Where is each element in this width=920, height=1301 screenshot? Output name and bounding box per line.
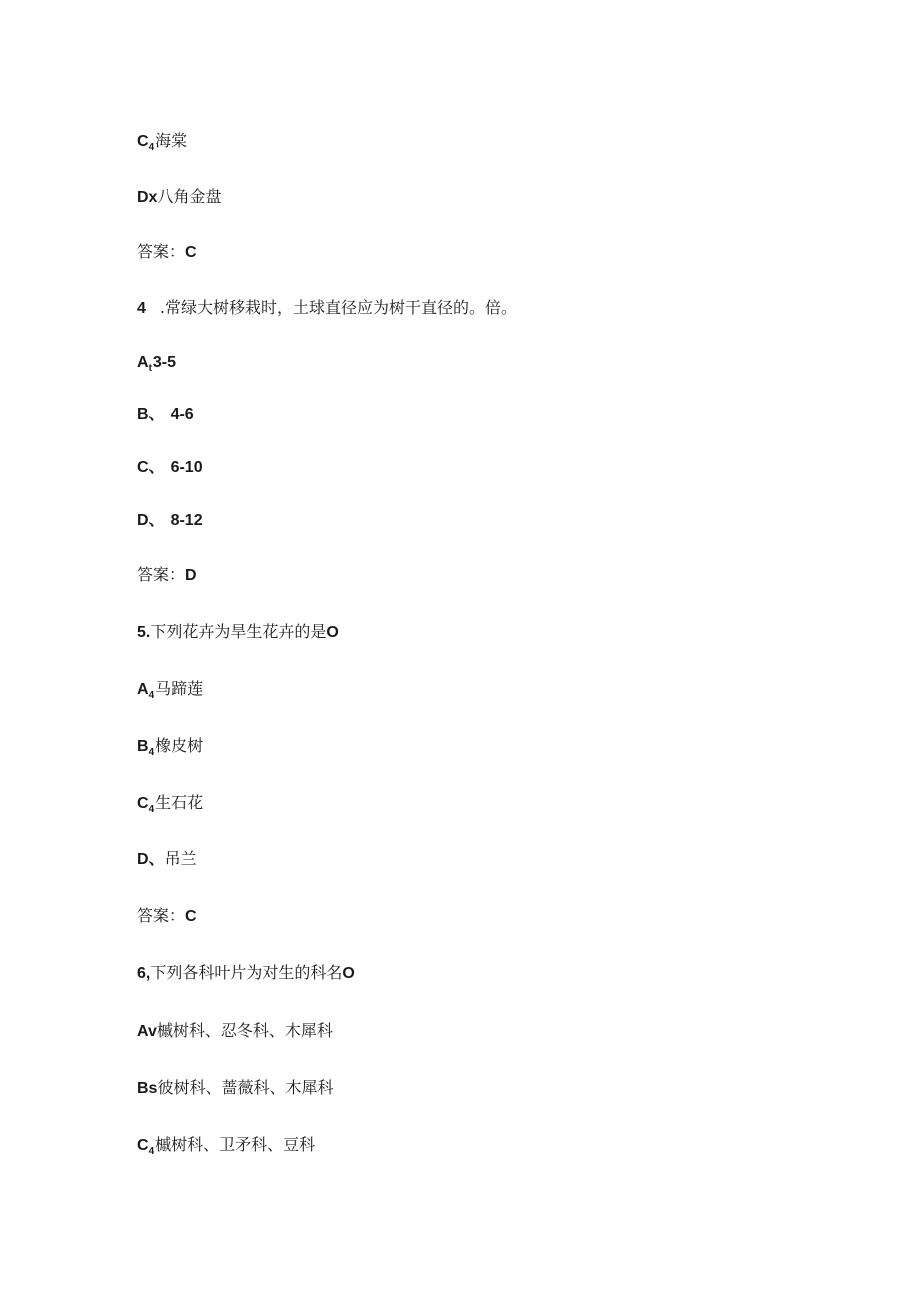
option-label-sub: 4 [148, 142, 155, 153]
answer-prefix: 答案： [137, 906, 186, 925]
option-label-sub: 4 [148, 804, 155, 815]
option-d-line [137, 510, 203, 531]
answer-line [137, 242, 197, 263]
option-c-line [137, 793, 203, 816]
option-text: 海棠 [155, 131, 188, 150]
question-number: 4 [137, 300, 146, 317]
option-label: C [137, 795, 149, 812]
option-label: A [137, 681, 149, 698]
answer-line [137, 565, 197, 586]
option-a-line [137, 352, 176, 375]
option-c-line [137, 131, 187, 154]
answer-prefix: 答案： [137, 565, 186, 584]
option-label: A [137, 354, 149, 371]
option-label-sub: 4 [148, 690, 155, 701]
answer-value: C [185, 244, 197, 261]
option-label: C [137, 1137, 149, 1154]
question-number: 6, [137, 965, 151, 982]
option-text: 马蹄莲 [155, 679, 204, 698]
option-label: B [137, 738, 149, 755]
question-text: 下列各科叶片为对生的科名 [150, 963, 343, 982]
option-d-line [137, 849, 197, 870]
option-text: 八角金盘 [157, 187, 222, 206]
option-text: 槭树科、忍冬科、木犀科 [156, 1021, 333, 1040]
option-label: C、 [137, 459, 165, 476]
question-suffix: O [342, 965, 355, 982]
question-text: 下列花卉为旱生花卉的是 [150, 622, 327, 641]
answer-line [137, 906, 197, 927]
option-text: 生石花 [155, 793, 204, 812]
option-label: D、 [137, 512, 165, 529]
option-label: D、 [137, 851, 165, 868]
option-label: Bs [137, 1080, 158, 1097]
question-5 [137, 622, 339, 643]
option-a-line [137, 1021, 333, 1042]
option-value: 6-10 [170, 459, 203, 476]
option-text: 槭树科、卫矛科、豆科 [155, 1135, 316, 1154]
option-label: B、 [137, 406, 165, 423]
answer-value: C [185, 908, 197, 925]
question-text: .常绿大树移栽时，土球直径应为树干直径的。倍。 [159, 298, 517, 317]
option-text: 橡皮树 [155, 736, 204, 755]
option-b-line [137, 736, 203, 759]
question-suffix: O [326, 624, 339, 641]
option-value: 8-12 [170, 512, 203, 529]
option-label-sub: t [148, 363, 152, 374]
question-6 [137, 963, 355, 984]
option-label: Av [137, 1023, 157, 1040]
option-d-line [137, 187, 221, 208]
option-value: 3-5 [152, 354, 177, 371]
answer-prefix: 答案： [137, 242, 186, 261]
option-label-sub: 4 [148, 1146, 155, 1157]
option-b-line [137, 404, 194, 425]
option-c-line [137, 1135, 315, 1158]
option-text: 吊兰 [164, 849, 197, 868]
option-label: C [137, 133, 149, 150]
option-value: 4-6 [170, 406, 194, 423]
option-label-sub: 4 [148, 747, 155, 758]
option-c-line [137, 457, 203, 478]
question-number: 5. [137, 624, 151, 641]
answer-value: D [185, 567, 197, 584]
option-b-line [137, 1078, 333, 1099]
option-text: 彼树科、蔷薇科、木犀科 [157, 1078, 334, 1097]
option-label: Dx [137, 189, 158, 206]
option-a-line [137, 679, 203, 702]
question-4 [137, 298, 517, 319]
